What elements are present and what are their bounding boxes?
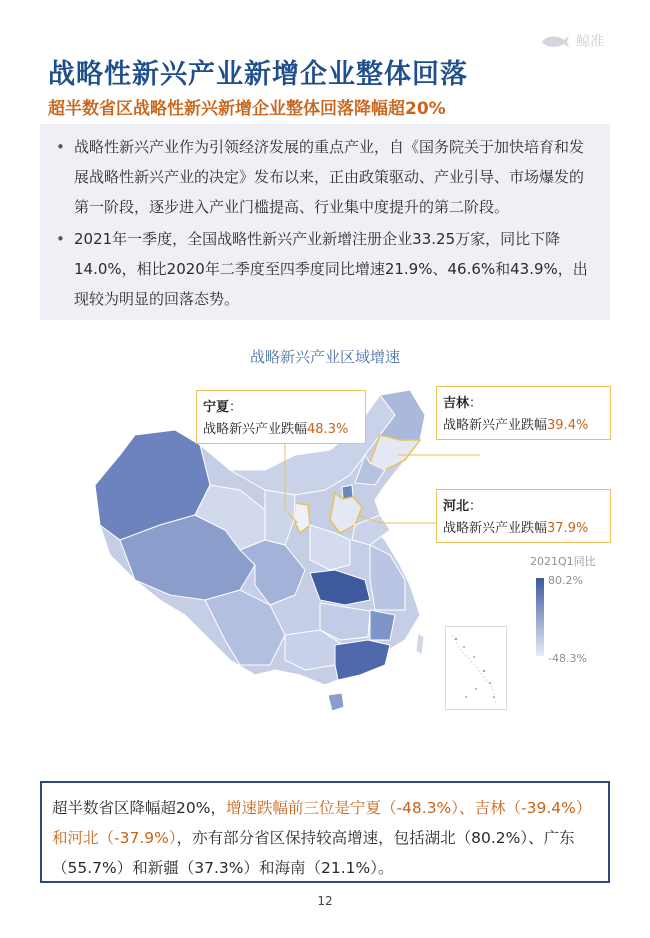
legend-min: -48.3% bbox=[548, 652, 587, 665]
region-jiangxi bbox=[370, 610, 395, 640]
inset-islands-icon bbox=[446, 627, 506, 709]
callout-hebei bbox=[436, 489, 611, 543]
page-number: 12 bbox=[317, 894, 333, 908]
brand-logo bbox=[540, 30, 630, 52]
callout-label: 战略新兴产业跌幅 bbox=[443, 418, 548, 433]
summary-bullet-2: • 2021年一季度，全国战略性新兴产业新增注册企业33.25万家，同比下降14.0%，相比2020年二季度至四季度同比增速21.9%、46.6%和43.9%，出现较为明显的回落态势。 bbox=[54, 224, 596, 314]
summary-box bbox=[40, 124, 610, 320]
south-china-sea-inset bbox=[445, 626, 507, 710]
conclusion-box bbox=[40, 781, 610, 883]
conclusion-highlight: 增速跌幅前三位是宁夏（-48.3%）、吉林（-39.4%）和河北（-37.9%） bbox=[52, 799, 592, 847]
summary-bullet-1: • 战略性新兴产业作为引领经济发展的重点产业，自《国务院关于加快培育和发展战略性新兴产业的决定》发布以来，正由政策驱动、产业引导、市场爆发的第一阶段，逐步进入产业门槛提高、行业集中度提升的第二阶段。 bbox=[54, 132, 596, 222]
region-hainan bbox=[328, 693, 344, 711]
callout-region: 河北 bbox=[443, 499, 470, 514]
region-east bbox=[370, 545, 405, 610]
chart-title: 战略新兴产业区域增速 bbox=[249, 348, 400, 366]
callout-jilin bbox=[436, 386, 611, 440]
callout-colon: ： bbox=[469, 499, 483, 514]
page-subtitle: 超半数省区战略性新兴新增企业整体回落降幅超20% bbox=[48, 99, 446, 119]
callout-colon: ： bbox=[229, 400, 243, 415]
legend-gradient bbox=[536, 578, 544, 656]
callout-colon: ： bbox=[469, 396, 483, 411]
callout-label: 战略新兴产业跌幅 bbox=[443, 521, 548, 536]
legend-max: 80.2% bbox=[548, 574, 583, 587]
page-title: 战略性新兴产业新增企业整体回落 bbox=[48, 59, 468, 90]
region-guangdong bbox=[335, 640, 390, 680]
callout-value: 39.4% bbox=[547, 418, 589, 433]
conclusion-part2: ，亦有部分省区保持较高增速，包括湖北（80.2%）、广东（55.7%）和新疆（37.3%）和海南（21.1%）。 bbox=[52, 829, 575, 877]
callout-region: 宁夏 bbox=[203, 400, 230, 415]
callout-label: 战略新兴产业跌幅 bbox=[203, 422, 308, 437]
region-jilin bbox=[370, 435, 420, 470]
callout-region: 吉林 bbox=[443, 396, 470, 411]
region-taiwan bbox=[416, 633, 424, 655]
brand-name: 鲸准 bbox=[576, 34, 604, 50]
whale-icon bbox=[540, 33, 570, 49]
callout-ningxia bbox=[196, 390, 366, 444]
callout-value: 48.3% bbox=[307, 422, 349, 437]
legend-title: 2021Q1同比 bbox=[530, 555, 596, 568]
callout-value: 37.9% bbox=[547, 521, 589, 536]
conclusion-part1: 超半数省区降幅超20%， bbox=[52, 799, 226, 817]
